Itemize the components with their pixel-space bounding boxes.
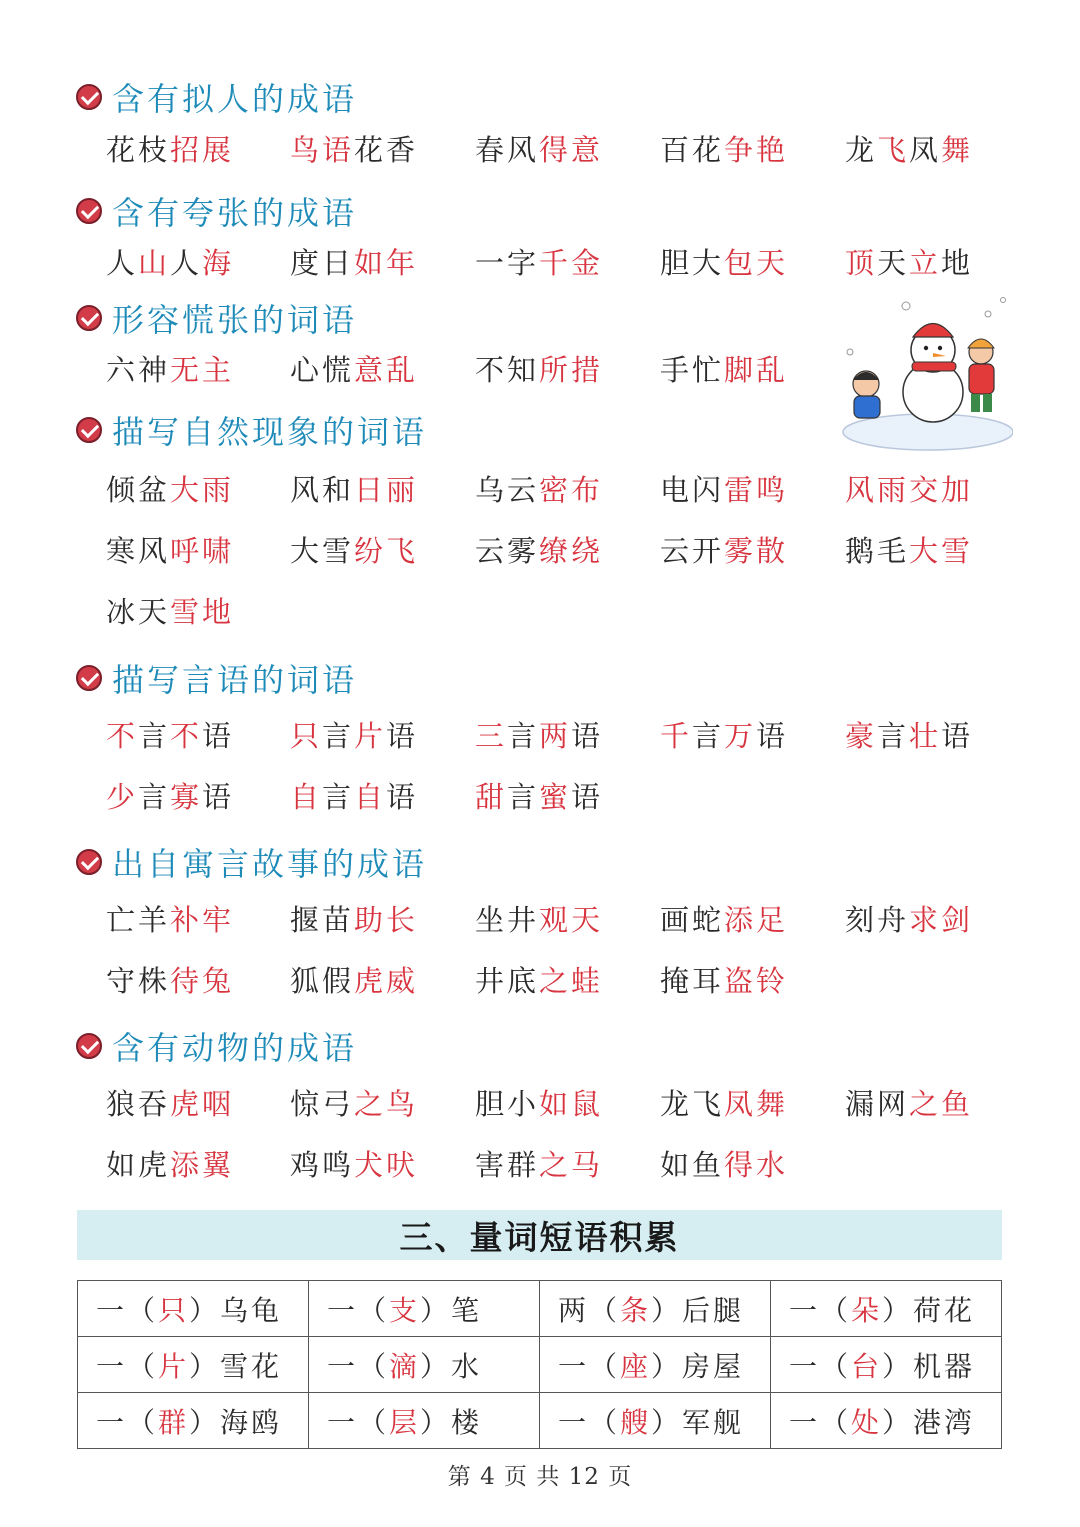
idiom-item [290, 714, 418, 758]
highlighted-chars: 不 [170, 719, 203, 753]
idiom-item [475, 1143, 603, 1187]
cell-noun: ）机器 [882, 1349, 976, 1383]
banner-title: 三、量词短语积累 [399, 1217, 680, 1257]
section-heading [76, 296, 357, 340]
highlighted-chars: 之鸟 [354, 1087, 419, 1121]
highlighted-chars: 添翼 [170, 1148, 235, 1182]
highlighted-chars: 虎威 [354, 964, 419, 998]
highlighted-chars: 鸟语 [290, 133, 355, 167]
plain-chars: 不知 [475, 353, 540, 387]
idiom-item [660, 898, 788, 942]
plain-chars: 天 [877, 246, 910, 280]
plain-chars: 言 [877, 719, 910, 753]
measure-word: 滴 [389, 1349, 421, 1383]
section-title: 描写自然现象的词语 [112, 413, 428, 451]
idiom-item [475, 775, 603, 819]
highlighted-chars: 海 [202, 246, 235, 280]
measure-word: 片 [158, 1349, 190, 1383]
highlighted-chars: 意乱 [354, 353, 419, 387]
section-heading [76, 408, 427, 452]
measure-word-cell [309, 1281, 540, 1337]
highlighted-chars: 大雨 [170, 473, 235, 507]
plain-chars: 语 [386, 780, 419, 814]
cell-noun: ）房屋 [651, 1349, 745, 1383]
measure-word-cell [78, 1281, 309, 1337]
highlighted-chars: 不 [106, 719, 139, 753]
plain-chars: 语 [571, 719, 604, 753]
section-heading [76, 840, 427, 884]
idiom-item [290, 959, 418, 1003]
plain-chars: 言 [692, 719, 725, 753]
plain-chars: 刻舟 [845, 903, 910, 937]
plain-chars: 言 [138, 780, 171, 814]
plain-chars: 语 [941, 719, 974, 753]
plain-chars: 语 [202, 780, 235, 814]
word-row [0, 775, 1080, 819]
measure-word-cell [771, 1281, 1002, 1337]
idiom-item [475, 128, 603, 172]
highlighted-chars: 求剑 [909, 903, 974, 937]
idiom-item [290, 348, 418, 392]
plain-chars: 言 [507, 719, 540, 753]
cell-noun: ）楼 [420, 1405, 483, 1439]
highlighted-chars: 壮 [909, 719, 942, 753]
plain-chars: 乌云 [475, 473, 540, 507]
idiom-item [290, 529, 418, 573]
plain-chars: 春风 [475, 133, 540, 167]
idiom-item [660, 529, 788, 573]
idiom-item [845, 468, 973, 512]
plain-chars: 寒风 [106, 534, 171, 568]
highlighted-chars: 密布 [539, 473, 604, 507]
highlighted-chars: 虎咽 [170, 1087, 235, 1121]
plain-chars: 如鱼 [660, 1148, 725, 1182]
idiom-item [106, 241, 234, 285]
idiom-item [660, 714, 788, 758]
word-row [0, 714, 1080, 758]
plain-chars: 言 [322, 780, 355, 814]
cell-prefix: 一（ [96, 1349, 159, 1383]
idiom-item [106, 898, 234, 942]
highlighted-chars: 得意 [539, 133, 604, 167]
highlighted-chars: 飞 [877, 133, 910, 167]
check-circle-icon [76, 417, 102, 443]
idiom-item [290, 1082, 418, 1126]
plain-chars: 倾盆 [106, 473, 171, 507]
highlighted-chars: 豪 [845, 719, 878, 753]
plain-chars: 掩耳 [660, 964, 725, 998]
idiom-item [290, 775, 418, 819]
plain-chars: 花香 [354, 133, 419, 167]
idiom-item [845, 241, 973, 285]
idiom-item [106, 529, 234, 573]
cell-prefix: 一（ [558, 1349, 621, 1383]
highlighted-chars: 争艳 [724, 133, 789, 167]
idiom-item [290, 241, 418, 285]
table-row [78, 1281, 1002, 1337]
measure-word: 条 [620, 1293, 652, 1327]
highlighted-chars: 山 [138, 246, 171, 280]
idiom-item [290, 128, 418, 172]
section-heading [76, 656, 357, 700]
cell-noun: ）海鸥 [189, 1405, 283, 1439]
highlighted-chars: 少 [106, 780, 139, 814]
cell-prefix: 一（ [789, 1293, 852, 1327]
idiom-item [290, 468, 418, 512]
section-title: 含有拟人的成语 [112, 80, 358, 118]
cell-prefix: 一（ [558, 1405, 621, 1439]
measure-word-cell [309, 1337, 540, 1393]
highlighted-chars: 之鱼 [909, 1087, 974, 1121]
cell-noun: ）水 [420, 1349, 483, 1383]
word-row [0, 1082, 1080, 1126]
highlighted-chars: 大雪 [909, 534, 974, 568]
highlighted-chars: 自 [354, 780, 387, 814]
cell-prefix: 一（ [789, 1405, 852, 1439]
idiom-item [660, 468, 788, 512]
highlighted-chars: 千金 [539, 246, 604, 280]
highlighted-chars: 如鼠 [539, 1087, 604, 1121]
idiom-item [660, 1082, 788, 1126]
check-circle-icon [76, 1033, 102, 1059]
highlighted-chars: 蜜 [539, 780, 572, 814]
table-row [78, 1393, 1002, 1449]
idiom-item [475, 898, 603, 942]
section-heading [76, 75, 357, 119]
measure-word-table [77, 1280, 1002, 1449]
plain-chars: 语 [386, 719, 419, 753]
highlighted-chars: 日丽 [354, 473, 419, 507]
highlighted-chars: 脚乱 [724, 353, 789, 387]
cell-prefix: 一（ [96, 1293, 159, 1327]
highlighted-chars: 甜 [475, 780, 508, 814]
plain-chars: 鹅毛 [845, 534, 910, 568]
plain-chars: 坐井 [475, 903, 540, 937]
plain-chars: 一字 [475, 246, 540, 280]
plain-chars: 百花 [660, 133, 725, 167]
plain-chars: 如虎 [106, 1148, 171, 1182]
idiom-item [475, 468, 603, 512]
measure-word: 只 [158, 1293, 190, 1327]
plain-chars: 言 [507, 780, 540, 814]
highlighted-chars: 待兔 [170, 964, 235, 998]
idiom-item [475, 1082, 603, 1126]
plain-chars: 云开 [660, 534, 725, 568]
plain-chars: 画蛇 [660, 903, 725, 937]
plain-chars: 人 [106, 246, 139, 280]
plain-chars: 语 [202, 719, 235, 753]
section-title: 出自寓言故事的成语 [112, 845, 428, 883]
idiom-item [106, 1082, 234, 1126]
highlighted-chars: 只 [290, 719, 323, 753]
highlighted-chars: 呼啸 [170, 534, 235, 568]
plain-chars: 电闪 [660, 473, 725, 507]
idiom-item [290, 898, 418, 942]
plain-chars: 地 [941, 246, 974, 280]
section-title: 含有夸张的成语 [112, 194, 358, 232]
plain-chars: 井底 [475, 964, 540, 998]
idiom-item [106, 590, 234, 634]
measure-word: 层 [389, 1405, 421, 1439]
measure-word-cell [771, 1393, 1002, 1449]
measure-word-cell [309, 1393, 540, 1449]
idiom-item [660, 348, 788, 392]
page-footer: 第 4 页 共 12 页 [447, 1464, 633, 1490]
plain-chars: 守株 [106, 964, 171, 998]
cell-noun: ）军舰 [651, 1405, 745, 1439]
measure-word: 朵 [851, 1293, 883, 1327]
idiom-item [845, 128, 973, 172]
idiom-item [660, 1143, 788, 1187]
measure-word-cell [78, 1337, 309, 1393]
highlighted-chars: 片 [354, 719, 387, 753]
highlighted-chars: 如年 [354, 246, 419, 280]
cell-noun: ）后腿 [651, 1293, 745, 1327]
measure-word-cell [540, 1281, 771, 1337]
snowman-kids-illustration [838, 292, 1013, 452]
highlighted-chars: 风雨交加 [845, 473, 974, 507]
measure-word: 处 [851, 1405, 883, 1439]
plain-chars: 言 [322, 719, 355, 753]
table-row [78, 1337, 1002, 1393]
cell-noun: ）港湾 [882, 1405, 976, 1439]
idiom-item [290, 1143, 418, 1187]
highlighted-chars: 寡 [170, 780, 203, 814]
idiom-item [475, 348, 603, 392]
check-circle-icon [76, 849, 102, 875]
idiom-item [845, 898, 973, 942]
check-circle-icon [76, 198, 102, 224]
plain-chars: 胆大 [660, 246, 725, 280]
plain-chars: 龙 [845, 133, 878, 167]
highlighted-chars: 缭绕 [539, 534, 604, 568]
measure-word-cell [771, 1337, 1002, 1393]
measure-word-cell [540, 1337, 771, 1393]
plain-chars: 大雪 [290, 534, 355, 568]
plain-chars: 揠苗 [290, 903, 355, 937]
idiom-item [845, 714, 973, 758]
idiom-item [106, 128, 234, 172]
section-banner [77, 1210, 1002, 1260]
plain-chars: 六神 [106, 353, 171, 387]
idiom-item [106, 1143, 234, 1187]
plain-chars: 语 [571, 780, 604, 814]
section-title: 描写言语的词语 [112, 661, 358, 699]
cell-noun: ）荷花 [882, 1293, 976, 1327]
measure-word: 座 [620, 1349, 652, 1383]
plain-chars: 亡羊 [106, 903, 171, 937]
idiom-item [106, 959, 234, 1003]
idiom-item [660, 128, 788, 172]
highlighted-chars: 舞 [941, 133, 974, 167]
word-row [0, 468, 1080, 512]
section-heading [76, 1024, 357, 1068]
idiom-item [106, 775, 234, 819]
plain-chars: 度日 [290, 246, 355, 280]
plain-chars: 冰天 [106, 595, 171, 629]
idiom-item [660, 241, 788, 285]
highlighted-chars: 观天 [539, 903, 604, 937]
idiom-item [106, 714, 234, 758]
cell-noun: ）笔 [420, 1293, 483, 1327]
plain-chars: 狼吞 [106, 1087, 171, 1121]
highlighted-chars: 无主 [170, 353, 235, 387]
cell-prefix: 两（ [558, 1293, 621, 1327]
highlighted-chars: 两 [539, 719, 572, 753]
plain-chars: 胆小 [475, 1087, 540, 1121]
plain-chars: 花枝 [106, 133, 171, 167]
highlighted-chars: 犬吠 [354, 1148, 419, 1182]
plain-chars: 风和 [290, 473, 355, 507]
measure-word: 群 [158, 1405, 190, 1439]
highlighted-chars: 顶 [845, 246, 878, 280]
word-row [0, 529, 1080, 573]
plain-chars: 人 [170, 246, 203, 280]
plain-chars: 凤 [909, 133, 942, 167]
idiom-item [106, 468, 234, 512]
plain-chars: 云雾 [475, 534, 540, 568]
highlighted-chars: 雷鸣 [724, 473, 789, 507]
plain-chars: 手忙 [660, 353, 725, 387]
cell-prefix: 一（ [327, 1293, 390, 1327]
plain-chars: 龙飞 [660, 1087, 725, 1121]
section-title: 形容慌张的词语 [112, 301, 358, 339]
measure-word: 艘 [620, 1405, 652, 1439]
measure-word-cell [540, 1393, 771, 1449]
word-row [0, 959, 1080, 1003]
plain-chars: 惊弓 [290, 1087, 355, 1121]
highlighted-chars: 千 [660, 719, 693, 753]
highlighted-chars: 立 [909, 246, 942, 280]
plain-chars: 言 [138, 719, 171, 753]
plain-chars: 漏网 [845, 1087, 910, 1121]
plain-chars: 心慌 [290, 353, 355, 387]
section-heading [76, 189, 357, 233]
highlighted-chars: 之马 [539, 1148, 604, 1182]
highlighted-chars: 凤舞 [724, 1087, 789, 1121]
check-circle-icon [76, 665, 102, 691]
word-row [0, 898, 1080, 942]
word-row [0, 128, 1080, 172]
highlighted-chars: 补牢 [170, 903, 235, 937]
check-circle-icon [76, 84, 102, 110]
idiom-item [845, 1082, 973, 1126]
idiom-item [475, 241, 603, 285]
plain-chars: 语 [756, 719, 789, 753]
highlighted-chars: 雾散 [724, 534, 789, 568]
idiom-item [106, 348, 234, 392]
measure-word-cell [78, 1393, 309, 1449]
highlighted-chars: 招展 [170, 133, 235, 167]
section-title: 含有动物的成语 [112, 1029, 358, 1067]
cell-prefix: 一（ [327, 1349, 390, 1383]
plain-chars: 鸡鸣 [290, 1148, 355, 1182]
word-row [0, 590, 1080, 634]
highlighted-chars: 添足 [724, 903, 789, 937]
word-row [0, 241, 1080, 285]
cell-noun: ）雪花 [189, 1349, 283, 1383]
cell-prefix: 一（ [327, 1405, 390, 1439]
check-circle-icon [76, 305, 102, 331]
cell-prefix: 一（ [96, 1405, 159, 1439]
highlighted-chars: 盗铃 [724, 964, 789, 998]
highlighted-chars: 所措 [539, 353, 604, 387]
highlighted-chars: 纷飞 [354, 534, 419, 568]
idiom-item [475, 959, 603, 1003]
idiom-item [475, 529, 603, 573]
highlighted-chars: 雪地 [170, 595, 235, 629]
idiom-item [475, 714, 603, 758]
plain-chars: 害群 [475, 1148, 540, 1182]
idiom-item [845, 529, 973, 573]
plain-chars: 狐假 [290, 964, 355, 998]
highlighted-chars: 包天 [724, 246, 789, 280]
highlighted-chars: 助长 [354, 903, 419, 937]
cell-prefix: 一（ [789, 1349, 852, 1383]
highlighted-chars: 之蛙 [539, 964, 604, 998]
word-row [0, 1143, 1080, 1187]
highlighted-chars: 得水 [724, 1148, 789, 1182]
highlighted-chars: 自 [290, 780, 323, 814]
highlighted-chars: 万 [724, 719, 757, 753]
idiom-item [660, 959, 788, 1003]
highlighted-chars: 三 [475, 719, 508, 753]
measure-word: 支 [389, 1293, 421, 1327]
measure-word: 台 [851, 1349, 883, 1383]
cell-noun: ）乌龟 [189, 1293, 283, 1327]
